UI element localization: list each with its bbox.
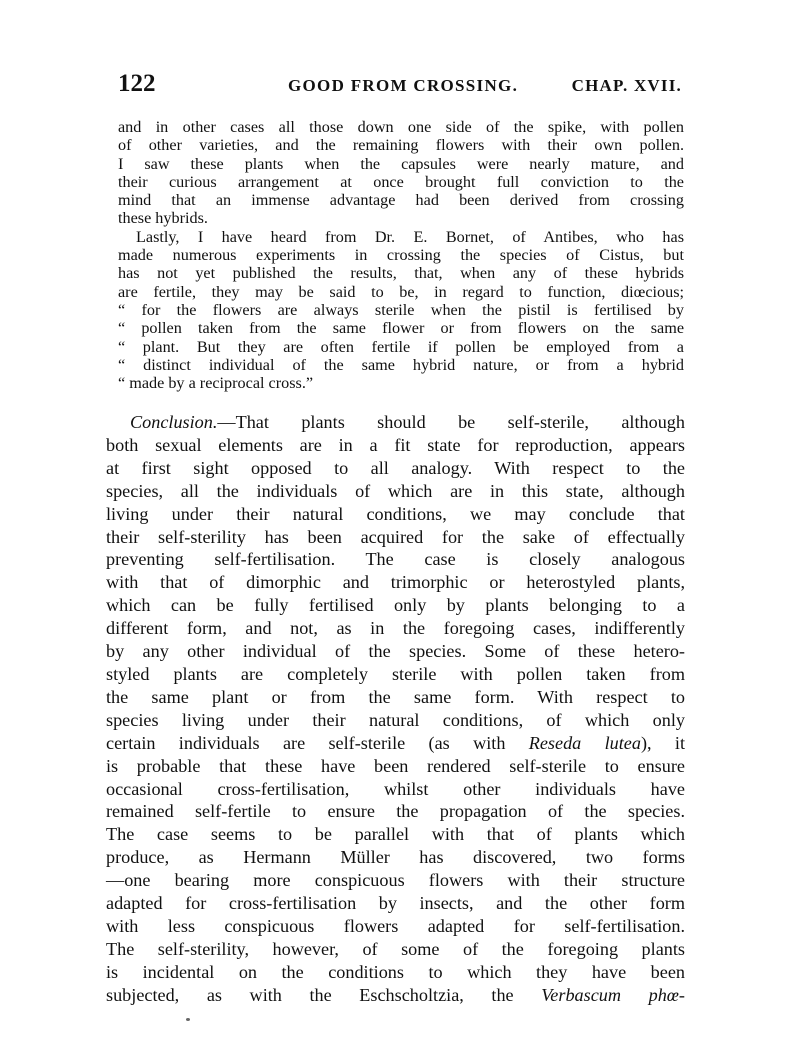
text-segment: certain individuals are self-sterile (as with <box>106 732 529 753</box>
small-text-block <box>118 118 684 392</box>
text-line: with less conspicuous flowers adapted for self-fertilisation. <box>106 915 685 936</box>
text-line: occasional cross-fertilisation, whilst other individuals have <box>106 778 685 799</box>
text-line: which can be fully fertilised only by plants belonging to a <box>106 595 685 616</box>
text-segment: subjected, as with the Eschscholtzia, the <box>106 984 542 1005</box>
text-line: —one bearing more conspicuous flowers with their structure <box>106 870 685 891</box>
text-line: “ plant. But they are often fertile if pollen be employed from a <box>118 337 684 356</box>
text-line: species, all the individuals of which are in this state, although <box>106 480 685 501</box>
text-line <box>106 984 685 1007</box>
running-head: GOOD FROM CROSSING. <box>288 76 519 95</box>
print-mark <box>186 1018 190 1021</box>
text-line: The self-sterility, however, of some of the foregoing plants <box>106 938 685 959</box>
text-line: with that of dimorphic and trimorphic or heterostyled plants, <box>106 572 685 593</box>
text-line: “ pollen taken from the same flower or from flowers on the same <box>118 319 684 338</box>
conclusion-heading: Conclusion. <box>130 412 218 432</box>
text-line: their curious arrangement at once brought full conviction to the <box>118 172 684 191</box>
text-line: “ for the flowers are always sterile when the pistil is fertilised by <box>118 300 684 319</box>
page-number: 122 <box>118 70 156 97</box>
text-line: is probable that these have been rendered self-sterile to ensure <box>106 755 685 776</box>
text-segment: —That plants should be self-sterile, although <box>217 412 685 432</box>
conclusion-paragraph <box>106 411 685 1007</box>
text-line: by any other individual of the species. Some of these hetero- <box>106 641 685 662</box>
text-line: produce, as Hermann Müller has discovered, two forms <box>106 847 685 868</box>
text-line: species living under their natural conditions, of which only <box>106 709 685 730</box>
text-line <box>106 411 685 434</box>
text-line: their self-sterility has been acquired for the sake of effectually <box>106 526 685 547</box>
text-line: living under their natural conditions, we may conclude that <box>106 503 685 524</box>
text-segment: ), it <box>640 732 686 753</box>
text-line: mind that an immense advantage had been derived from crossing <box>118 191 684 210</box>
text-line: both sexual elements are in a fit state for reproduction, appears <box>106 434 685 455</box>
text-line: The case seems to be parallel with that of plants which <box>106 824 685 845</box>
text-line: preventing self-fertilisation. The case is closely analogous <box>106 549 685 570</box>
text-line: I saw these plants when the capsules were nearly mature, and <box>118 154 684 173</box>
text-line: remained self-fertile to ensure the propagation of the species. <box>106 801 685 822</box>
text-line: the same plant or from the same form. With respect to <box>106 686 685 707</box>
text-line: these hybrids. <box>118 209 208 228</box>
text-line: different form, and not, as in the foregoing cases, indifferently <box>106 618 685 639</box>
text-line: of other varieties, and the remaining flowers with their own pollen. <box>118 136 684 155</box>
species-name: Reseda lutea <box>528 732 641 753</box>
text-line: styled plants are completely sterile with pollen taken from <box>106 663 685 684</box>
text-line: “ distinct individual of the same hybrid nature, or from a hybrid <box>118 355 684 374</box>
text-line: adapted for cross-fertilisation by insects, and the other form <box>106 893 685 914</box>
text-line: is incidental on the conditions to which they have been <box>106 961 685 982</box>
text-line: at first sight opposed to all analogy. With respect to the <box>106 457 685 478</box>
text-line: has not yet published the results, that, when any of these hybrids <box>118 264 684 283</box>
page-header <box>118 68 684 104</box>
species-name: Verbascum phœ- <box>541 984 685 1005</box>
text-line: “ made by a reciprocal cross.” <box>118 374 314 393</box>
text-line <box>106 732 685 755</box>
text-line: made numerous experiments in crossing the species of Cistus, but <box>118 246 684 265</box>
text-line: Lastly, I have heard from Dr. E. Bornet, of Antibes, who has <box>136 227 684 246</box>
chapter-heading: CHAP. XVII. <box>571 76 682 95</box>
text-line: are fertile, they may be said to be, in regard to function, diœcious; <box>118 282 684 301</box>
text-line: and in other cases all those down one side of the spike, with pollen <box>118 118 684 136</box>
